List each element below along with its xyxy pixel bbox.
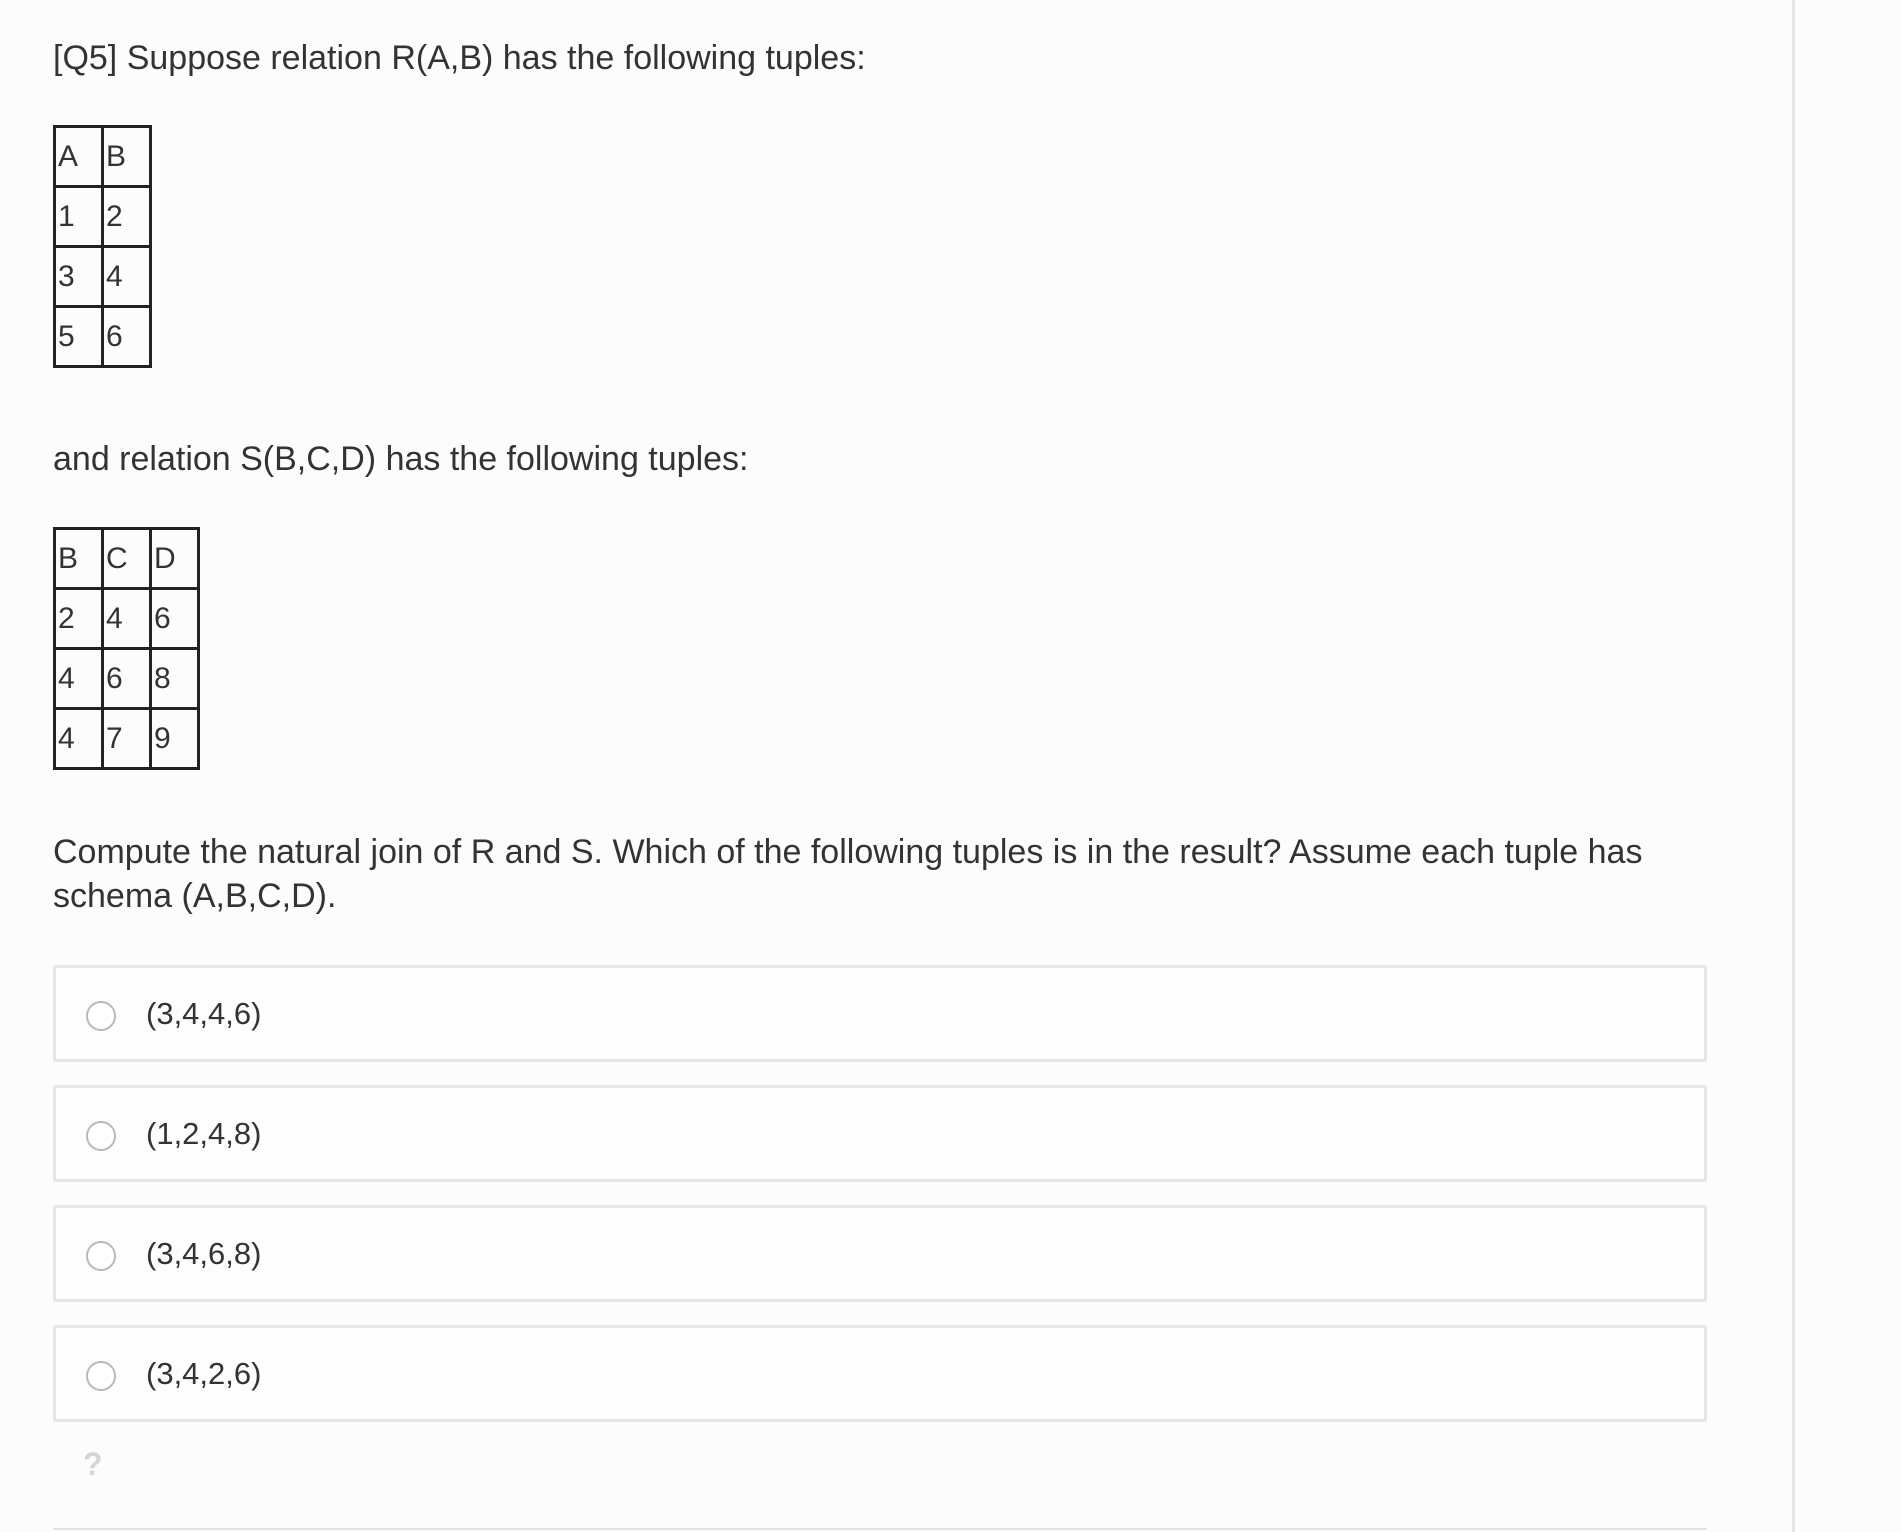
option-label: (3,4,2,6) [146, 1356, 262, 1391]
table-cell: 5 [55, 307, 103, 367]
table-header-row [55, 529, 199, 589]
radio-button[interactable] [86, 1001, 116, 1031]
table-cell: 6 [103, 307, 151, 367]
table-cell: 1 [55, 187, 103, 247]
table-cell: 6 [151, 589, 199, 649]
question-intro: [Q5] Suppose relation R(A,B) has the following tuples: [53, 39, 866, 77]
table-header-cell: B [103, 127, 151, 187]
page-edge-divider [1792, 0, 1795, 1532]
radio-button[interactable] [86, 1361, 116, 1391]
table-row [55, 307, 151, 367]
table-header-cell: C [103, 529, 151, 589]
answer-option-4[interactable] [53, 1325, 1707, 1422]
table-cell: 4 [55, 709, 103, 769]
table-cell: 7 [103, 709, 151, 769]
question-prompt: Compute the natural join of R and S. Which of the following tuples is in the result? Assume each tuple has schema (A,B,C,D). [53, 833, 1643, 915]
option-label: (1,2,4,8) [146, 1116, 262, 1151]
answer-option-2[interactable] [53, 1085, 1707, 1182]
table-header-row [55, 127, 151, 187]
relation-r-table [53, 125, 152, 368]
table-cell: 3 [55, 247, 103, 307]
table-cell: 2 [103, 187, 151, 247]
table-row [55, 709, 199, 769]
second-intro: and relation S(B,C,D) has the following tuples: [53, 440, 749, 478]
radio-button[interactable] [86, 1241, 116, 1271]
table-row [55, 589, 199, 649]
table-row [55, 649, 199, 709]
table-cell: 4 [103, 589, 151, 649]
relation-s-table [53, 527, 200, 770]
table-cell: 2 [55, 589, 103, 649]
table-cell: 4 [103, 247, 151, 307]
table-cell: 8 [151, 649, 199, 709]
divider [53, 1528, 1707, 1530]
table-header-cell: D [151, 529, 199, 589]
answer-option-1[interactable] [53, 965, 1707, 1062]
radio-button[interactable] [86, 1121, 116, 1151]
table-cell: 4 [55, 649, 103, 709]
table-row [55, 187, 151, 247]
table-cell: 9 [151, 709, 199, 769]
table-row [55, 247, 151, 307]
option-label: (3,4,4,6) [146, 996, 262, 1031]
help-icon[interactable]: ? [83, 1446, 103, 1482]
table-cell: 6 [103, 649, 151, 709]
option-label: (3,4,6,8) [146, 1236, 262, 1271]
table-header-cell: A [55, 127, 103, 187]
answer-option-3[interactable] [53, 1205, 1707, 1302]
table-header-cell: B [55, 529, 103, 589]
